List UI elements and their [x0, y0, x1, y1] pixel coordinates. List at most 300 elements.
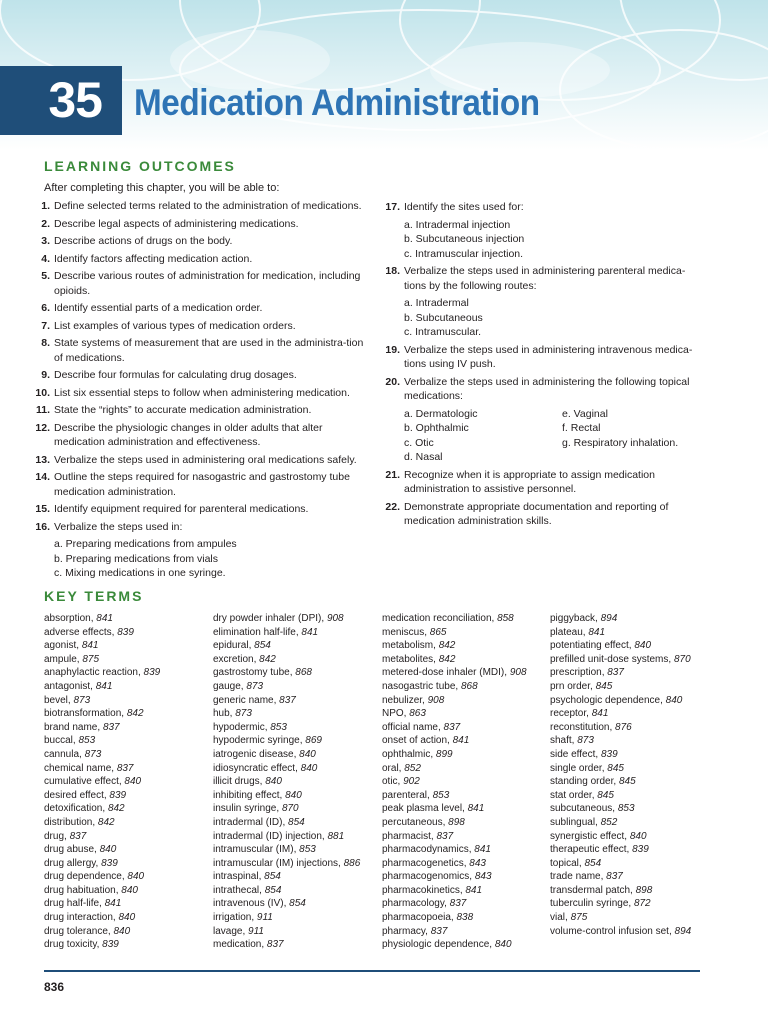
key-term-name: generic name, [213, 694, 277, 706]
key-term-page: 873 [73, 694, 91, 706]
key-term [213, 911, 360, 925]
outcome-number: 18. [385, 265, 400, 277]
key-term [382, 938, 527, 952]
key-term-name: intramuscular (IM) injections, [213, 857, 341, 869]
key-term-name: drug abuse, [44, 844, 97, 856]
key-term-page: 837 [430, 925, 448, 937]
key-term-page: 854 [264, 871, 281, 883]
key-term [44, 734, 160, 748]
outcome-subitem: c. Intramuscular. [404, 326, 482, 338]
key-term-name: prefilled unit-dose systems, [550, 653, 672, 665]
key-term-page: 854 [288, 816, 305, 828]
key-term [550, 925, 691, 939]
key-term-name: iatrogenic disease, [213, 748, 297, 760]
key-term-name: irrigation, [213, 912, 255, 924]
key-term [550, 748, 691, 762]
key-term-page: 841 [452, 735, 470, 747]
outcome-number: 8. [41, 337, 50, 349]
key-term-name: prescription, [550, 667, 605, 679]
key-term-name: drug tolerance, [44, 925, 111, 937]
key-term [44, 925, 160, 939]
key-term-page: 868 [460, 680, 478, 692]
key-terms-heading: KEY TERMS [44, 588, 144, 604]
key-term [44, 680, 160, 694]
outcome-number: 1. [41, 200, 50, 212]
key-term-page: 842 [107, 803, 125, 815]
key-term-name: tuberculin syringe, [550, 898, 632, 910]
key-term-page: 872 [633, 898, 651, 910]
key-term-page: 841 [96, 613, 113, 624]
outcome-text: State the “rights” to accurate medication administration. [54, 404, 312, 416]
key-term-name: absorption, [44, 613, 94, 624]
outcome-number: 3. [41, 235, 50, 247]
key-term-page: 839 [101, 857, 118, 869]
key-term-name: topical, [550, 857, 582, 869]
key-term-page: 853 [270, 721, 287, 733]
outcome-item [30, 234, 364, 249]
key-term [213, 830, 360, 844]
key-term-name: reconstitution, [550, 721, 613, 733]
key-term-page: 908 [509, 667, 527, 679]
key-term-page: 881 [327, 830, 345, 842]
key-term-name: oral, [382, 762, 402, 774]
chapter-title: Medication Administration [134, 82, 540, 123]
key-term-page: 841 [104, 898, 122, 910]
outcome-number: 15. [35, 503, 50, 515]
key-term [44, 666, 160, 680]
key-terms-column [550, 612, 691, 938]
key-term-page: 852 [404, 762, 421, 774]
key-term-name: sublingual, [550, 816, 598, 828]
outcome-item [30, 252, 364, 267]
key-term-page: 843 [469, 857, 486, 869]
key-term [382, 612, 527, 626]
key-term-page: 886 [343, 857, 361, 869]
outcome-subitem [562, 450, 712, 465]
key-term-page: 840 [121, 884, 138, 896]
key-term [44, 938, 160, 952]
key-term [213, 762, 360, 776]
outcomes-left-column [30, 199, 364, 584]
outcome-subitem: b. Ophthalmic [404, 422, 469, 434]
key-term-page: 854 [584, 857, 602, 869]
outcome-text: Identify essential parts of a medication order. [54, 302, 263, 314]
key-term-name: inhibiting effect, [213, 789, 283, 801]
key-term-page: 852 [600, 816, 618, 828]
key-term-page: 837 [266, 939, 284, 951]
key-term [550, 694, 691, 708]
key-term [550, 639, 691, 653]
outcomes-right-column [380, 200, 702, 532]
key-term [213, 816, 360, 830]
outcome-number: 4. [41, 252, 50, 265]
key-term [213, 694, 360, 708]
key-term [550, 762, 691, 776]
outcome-subitems [404, 296, 702, 340]
key-term-name: ophthalmic, [382, 748, 434, 760]
key-term [213, 666, 360, 680]
key-term-page: 873 [577, 735, 594, 747]
key-term-page: 876 [615, 721, 632, 733]
key-term-name: brand name, [44, 721, 101, 733]
outcome-number: 7. [41, 319, 50, 332]
key-term [382, 626, 527, 640]
key-term-page: 873 [84, 748, 102, 760]
learning-outcomes-intro: After completing this chapter, you will be able to: [44, 182, 280, 194]
key-term-name: meniscus, [382, 626, 428, 638]
key-term [382, 775, 527, 789]
key-term-page: 837 [116, 762, 134, 774]
key-term [550, 884, 691, 898]
key-term-name: otic, [382, 776, 401, 788]
key-term [44, 721, 160, 735]
key-term-page: 842 [259, 653, 276, 665]
key-term-name: medication reconciliation, [382, 613, 495, 624]
outcome-subitem: e. Vaginal [562, 407, 608, 420]
key-term-page: 911 [256, 912, 273, 924]
page-number: 836 [44, 980, 65, 994]
key-term-page: 837 [607, 667, 624, 679]
outcome-item [30, 520, 364, 535]
key-term [213, 925, 360, 939]
key-term-page: 875 [82, 653, 100, 665]
key-term-name: medication, [213, 939, 265, 951]
key-term [382, 639, 527, 653]
key-term-page: 853 [78, 735, 96, 747]
key-term [550, 626, 691, 640]
key-term-name: volume-control infusion set, [550, 925, 672, 937]
key-term [550, 897, 691, 911]
outcome-number: 12. [35, 421, 50, 434]
key-term [382, 680, 527, 694]
key-term [550, 816, 691, 830]
key-term-page: 840 [300, 762, 318, 774]
outcome-subitems [404, 218, 702, 262]
outcome-subitems [54, 537, 364, 581]
key-term-name: drug toxicity, [44, 939, 100, 951]
key-term [550, 721, 691, 735]
key-term-page: 840 [124, 776, 142, 788]
key-terms-column [382, 612, 527, 952]
outcome-number: 19. [385, 343, 400, 356]
key-term [44, 843, 160, 857]
key-term-page: 841 [588, 626, 606, 638]
key-term [550, 789, 691, 803]
key-term-name: epidural, [213, 640, 252, 652]
outcome-item [30, 453, 364, 468]
key-term-name: intraspinal, [213, 871, 262, 883]
key-term-page: 845 [618, 776, 636, 788]
key-term-name: single order, [550, 762, 605, 774]
key-term-page: 839 [117, 626, 134, 638]
key-term-name: drug dependence, [44, 871, 125, 883]
key-term-page: 853 [617, 803, 635, 815]
key-term [550, 612, 691, 626]
chapter-number: 35 [0, 66, 122, 135]
key-term [382, 721, 527, 735]
key-term [44, 802, 160, 816]
key-term-page: 842 [438, 640, 456, 652]
key-term [44, 653, 160, 667]
key-term-name: biotransformation, [44, 708, 125, 720]
outcome-number: 2. [41, 217, 50, 230]
key-term-name: intramuscular (IM), [213, 844, 297, 856]
key-term-name: dry powder inhaler (DPI), [213, 613, 325, 624]
outcome-item [30, 470, 364, 499]
key-term-name: drug interaction, [44, 912, 116, 924]
key-term [382, 870, 527, 884]
outcome-subitems-grid [404, 407, 702, 465]
outcome-text: Verbalize the steps used in administering parenteral medica-tions by the following routes: [404, 265, 686, 292]
key-term [213, 897, 360, 911]
key-term-page: 840 [299, 748, 316, 760]
key-term-page: 899 [435, 748, 453, 760]
key-term [382, 707, 527, 721]
outcome-text: Demonstrate appropriate documentation and reporting of medication administration skills. [404, 500, 669, 527]
key-term-page: 873 [235, 708, 252, 720]
key-term [44, 911, 160, 925]
key-term [213, 884, 360, 898]
key-term [44, 789, 160, 803]
key-term-name: chemical name, [44, 762, 115, 774]
outcome-number: 11. [35, 404, 50, 416]
outcome-text: Identify the sites used for: [404, 201, 524, 213]
outcome-item [380, 375, 702, 404]
key-term [382, 802, 527, 816]
key-term [550, 775, 691, 789]
key-term-name: side effect, [550, 748, 599, 760]
outcome-subitem: b. Preparing medications from vials [54, 552, 218, 565]
key-term [44, 748, 160, 762]
key-term [382, 734, 527, 748]
key-term-name: illicit drugs, [213, 776, 263, 788]
key-term-name: intradermal (ID) injection, [213, 830, 325, 842]
key-term-page: 837 [436, 830, 454, 842]
key-term-name: vial, [550, 912, 568, 924]
key-term-page: 854 [254, 640, 271, 652]
outcome-subitem: c. Otic [404, 436, 434, 449]
outcome-number: 22. [385, 500, 400, 513]
key-term [382, 748, 527, 762]
key-term-name: ampule, [44, 653, 80, 665]
key-term [213, 626, 360, 640]
key-term-name: subcutaneous, [550, 803, 616, 815]
key-term-name: antagonist, [44, 680, 93, 692]
key-term-page: 841 [95, 680, 113, 692]
key-term [550, 653, 691, 667]
key-term [44, 857, 160, 871]
key-term [213, 857, 360, 871]
key-term [382, 789, 527, 803]
outcome-text: Recognize when it is appropriate to assign medication administration to assistive personnel. [404, 468, 655, 495]
key-term-name: pharmacogenomics, [382, 871, 473, 883]
key-term [44, 762, 160, 776]
outcome-item [30, 421, 364, 450]
key-term-name: drug half-life, [44, 898, 102, 910]
key-term-name: drug allergy, [44, 857, 99, 869]
key-term-page: 868 [295, 667, 312, 679]
key-term-page: 839 [109, 789, 127, 801]
key-term-name: shaft, [550, 735, 575, 747]
key-term-page: 837 [443, 721, 461, 733]
outcome-number: 20. [385, 375, 400, 388]
outcome-subitem: f. Rectal [562, 422, 601, 434]
key-term-name: gauge, [213, 680, 244, 692]
key-term [213, 612, 360, 626]
key-term [44, 707, 160, 721]
key-term-name: metabolites, [382, 653, 436, 665]
outcome-item [30, 368, 364, 383]
key-term [213, 707, 360, 721]
key-term-name: agonist, [44, 640, 80, 652]
key-term [550, 802, 691, 816]
key-term-name: elimination half-life, [213, 626, 299, 638]
key-term-name: receptor, [550, 708, 589, 720]
outcome-text: Outline the steps required for nasogastric and gastrostomy tube medication administration. [54, 471, 350, 498]
key-term-name: trade name, [550, 871, 604, 883]
outcome-number: 16. [35, 520, 50, 533]
key-term-name: intradermal (ID), [213, 816, 286, 828]
key-term-page: 838 [456, 912, 474, 924]
key-term-page: 845 [595, 680, 613, 692]
outcome-item [30, 319, 364, 334]
key-term-name: standing order, [550, 776, 617, 788]
key-term [213, 843, 360, 857]
key-term-name: pharmacy, [382, 925, 428, 937]
outcome-number: 6. [41, 302, 50, 314]
key-term-page: 858 [497, 613, 514, 624]
key-term-page: 898 [635, 884, 653, 896]
key-term [44, 626, 160, 640]
outcome-text: Describe the physiologic changes in older adults that alter medication administration and effectiveness. [54, 421, 323, 448]
outcome-number: 10. [35, 386, 50, 399]
key-term [213, 938, 360, 952]
key-term [550, 911, 691, 925]
key-term-page: 853 [432, 789, 450, 801]
outcome-text: Describe four formulas for calculating drug dosages. [54, 369, 297, 381]
key-term [44, 897, 160, 911]
outcome-text: Identify equipment required for parenteral medications. [54, 503, 309, 515]
key-term-page: 837 [606, 871, 623, 883]
key-term-name: metered-dose inhaler (MDI), [382, 667, 508, 679]
key-term [213, 639, 360, 653]
outcome-subitem: b. Subcutaneous injection [404, 233, 525, 245]
key-term-name: potentiating effect, [550, 640, 632, 652]
key-term-page: 841 [474, 844, 491, 856]
outcome-text: Verbalize the steps used in administering the following topical medications: [404, 375, 690, 402]
key-term-page: 840 [494, 939, 512, 951]
key-term-page: 837 [69, 830, 87, 842]
key-term-page: 875 [570, 912, 588, 924]
key-term-page: 840 [265, 776, 282, 788]
key-term-name: adverse effects, [44, 626, 115, 638]
key-term-page: 839 [600, 748, 618, 760]
outcome-subitem: a. Preparing medications from ampules [54, 538, 237, 550]
key-term-page: 841 [301, 626, 319, 638]
key-term [382, 694, 527, 708]
key-term [382, 911, 527, 925]
key-term-page: 840 [629, 830, 647, 842]
key-term-page: 839 [632, 844, 649, 856]
outcome-text: Verbalize the steps used in administering oral medications safely. [54, 453, 357, 466]
footer-rule [44, 970, 700, 972]
outcome-text: Verbalize the steps used in: [54, 520, 183, 533]
key-term [213, 789, 360, 803]
key-term-name: therapeutic effect, [550, 844, 630, 856]
key-term [213, 680, 360, 694]
key-term-name: plateau, [550, 626, 586, 638]
key-term-page: 902 [403, 776, 420, 788]
key-term-name: nebulizer, [382, 694, 425, 706]
outcome-text: Define selected terms related to the administration of medications. [54, 200, 362, 212]
key-term-name: nasogastric tube, [382, 680, 459, 692]
outcome-text: List six essential steps to follow when administering medication. [54, 386, 350, 399]
key-term-page: 837 [102, 721, 120, 733]
key-term-name: peak plasma level, [382, 803, 465, 815]
key-term-page: 908 [427, 694, 445, 706]
outcome-item [30, 336, 364, 365]
key-term-name: hypodermic, [213, 721, 268, 733]
key-term [213, 870, 360, 884]
outcome-item [30, 386, 364, 401]
key-term-page: 843 [474, 871, 492, 883]
outcome-subitem: d. Nasal [404, 451, 443, 463]
outcome-subitem: a. Intradermal injection [404, 218, 511, 231]
outcome-item [380, 264, 702, 293]
outcome-item [30, 502, 364, 517]
key-term-name: desired effect, [44, 789, 107, 801]
key-term-name: anaphylactic reaction, [44, 667, 141, 679]
outcome-item [380, 468, 702, 497]
outcome-number: 13. [35, 453, 50, 466]
key-term-name: pharmacology, [382, 898, 447, 910]
outcome-number: 5. [41, 270, 50, 282]
key-term [382, 897, 527, 911]
key-term [213, 748, 360, 762]
outcome-text: List examples of various types of medication orders. [54, 319, 296, 332]
key-term-name: hypodermic syringe, [213, 735, 303, 747]
key-term-name: insulin syringe, [213, 803, 280, 815]
key-term-name: prn order, [550, 680, 593, 692]
key-term [382, 762, 527, 776]
key-terms-column [213, 612, 360, 952]
key-term [382, 816, 527, 830]
key-term [44, 870, 160, 884]
key-term-page: 837 [279, 694, 296, 706]
key-term-page: 870 [281, 803, 299, 815]
outcome-subitem: b. Subcutaneous [404, 311, 483, 324]
key-term-name: psychologic dependence, [550, 694, 663, 706]
key-term-name: idiosyncratic effect, [213, 762, 298, 774]
key-term-name: lavage, [213, 925, 246, 937]
key-term-name: detoxification, [44, 803, 106, 815]
outcome-subitem: a. Intradermal [404, 297, 469, 309]
key-term-page: 894 [600, 613, 618, 624]
key-term [44, 775, 160, 789]
key-term-page: 854 [289, 898, 306, 910]
key-term-page: 845 [607, 762, 624, 774]
key-term [44, 816, 160, 830]
key-term [382, 830, 527, 844]
key-term-page: 839 [143, 667, 161, 679]
outcome-text: Verbalize the steps used in administering intravenous medica-tions using IV push. [404, 343, 693, 370]
key-term [44, 639, 160, 653]
key-term [382, 666, 527, 680]
key-term-name: pharmacopoeia, [382, 912, 454, 924]
key-term-name: pharmacokinetics, [382, 884, 463, 896]
key-term-page: 841 [467, 803, 485, 815]
key-term-name: NPO, [382, 708, 407, 720]
